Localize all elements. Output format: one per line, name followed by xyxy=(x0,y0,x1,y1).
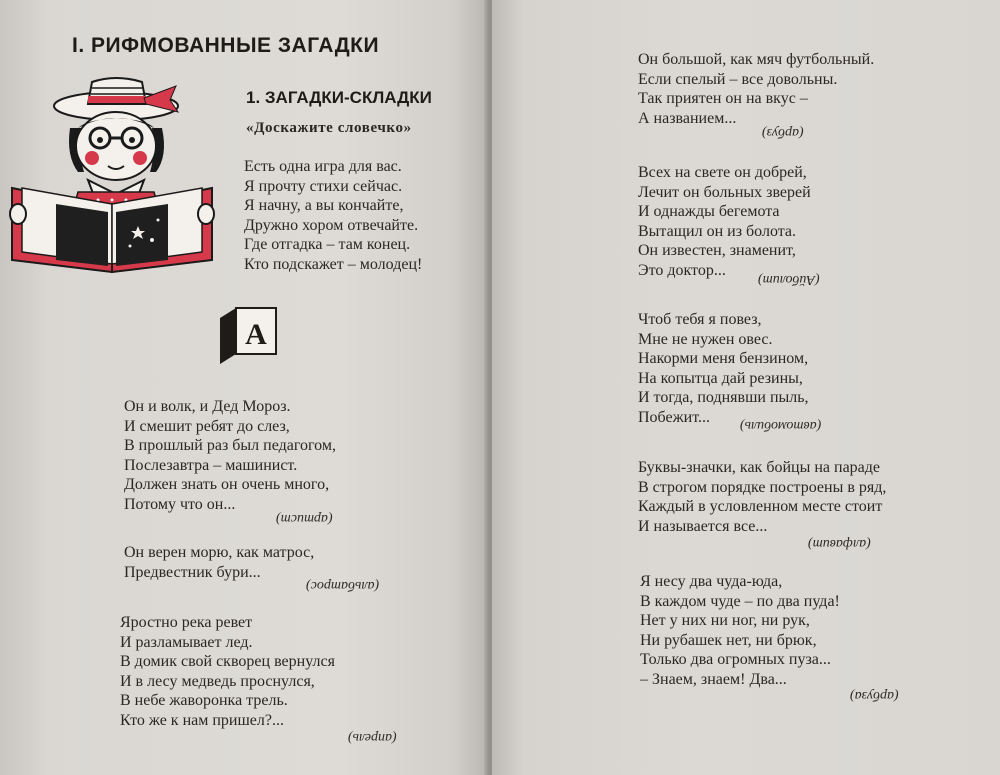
riddle-answer: (автомобиль) xyxy=(740,418,822,433)
riddle xyxy=(638,310,809,428)
riddle xyxy=(638,163,811,281)
riddle-answer: (арбуз) xyxy=(762,125,804,140)
riddle-line: Он большой, как мяч футбольный. xyxy=(638,51,875,68)
riddle-line: И называется все... xyxy=(638,517,768,535)
riddle-line: Кто же к нам пришел?... xyxy=(120,711,284,729)
riddle-line: Лечит он больных зверей xyxy=(638,183,811,201)
riddle-line: В каждом чуде – по два пуда! xyxy=(640,592,840,610)
riddle-line: – Знаем, знаем! Два... xyxy=(640,670,787,688)
riddle-answer: (апрель) xyxy=(348,730,397,745)
riddle-line: Потому что он... xyxy=(124,495,236,513)
riddle-line: Так приятен он на вкус – xyxy=(638,90,808,108)
riddle-line: Если спелый – все довольны. xyxy=(638,70,838,88)
intro-line: Дружно хором отвечайте. xyxy=(244,216,419,234)
riddle-line: В небе жаворонка трель. xyxy=(120,692,288,710)
riddle xyxy=(638,50,874,128)
chapter-title: I. РИФМОВАННЫЕ ЗАГАДКИ xyxy=(72,34,380,57)
letter-block-letter: А xyxy=(245,318,267,351)
riddle-answer: (Айболит) xyxy=(758,272,820,287)
riddle-line: И разламывает лед. xyxy=(120,633,253,651)
riddle-line: Буквы-значки, как бойцы на параде xyxy=(638,459,881,476)
left-page xyxy=(0,0,488,775)
riddle-line: И в лесу медведь проснулся, xyxy=(120,672,315,690)
letter-block-icon xyxy=(216,304,280,368)
riddle-answer: (арбуза) xyxy=(850,688,899,703)
riddle-line: Только два огромных пуза... xyxy=(640,651,831,669)
intro-line: Я начну, а вы кончайте, xyxy=(244,197,404,215)
intro-line: Есть одна игра для вас. xyxy=(244,158,402,175)
riddle-line: Всех на свете он добрей, xyxy=(638,164,807,181)
riddle xyxy=(124,397,336,515)
riddle xyxy=(124,543,314,582)
riddle-line: В строгом порядке построены в ряд, xyxy=(638,478,887,496)
riddle-line: Предвестник бури... xyxy=(124,563,261,581)
riddle-line: Он известен, знаменит, xyxy=(638,242,796,260)
riddle-line: Побежит... xyxy=(638,408,710,426)
riddle-line: Нет у них ни ног, ни рук, xyxy=(640,612,810,630)
right-page xyxy=(492,0,1000,775)
section-subtitle: «Доскажите словечко» xyxy=(246,120,412,136)
riddle-line: Яростно река ревет xyxy=(120,614,253,631)
riddle-line: Он верен морю, как матрос, xyxy=(124,544,315,561)
riddle-line: Ни рубашек нет, ни брюк, xyxy=(640,631,817,649)
riddle-line: И смешит ребят до слез, xyxy=(124,417,290,435)
intro-line: Где отгадка – там конец. xyxy=(244,236,411,254)
riddle xyxy=(640,572,840,690)
section-title: 1. ЗАГАДКИ-СКЛАДКИ xyxy=(246,88,432,107)
girl-reading-book-illustration xyxy=(8,76,216,274)
riddle-line: Накорми меня бензином, xyxy=(638,350,809,368)
riddle-line: А названием... xyxy=(638,109,737,127)
riddle-line: Каждый в условленном месте стоит xyxy=(638,498,883,516)
riddle-line: Послезавтра – машинист. xyxy=(124,456,298,474)
riddle-line: Вытащил он из болота. xyxy=(638,222,797,240)
riddle-line: Я несу два чуда-юда, xyxy=(640,573,783,590)
riddle-line: В домик свой скворец вернулся xyxy=(120,653,335,671)
riddle-line: Это доктор... xyxy=(638,261,726,279)
intro-poem xyxy=(244,157,422,275)
riddle xyxy=(120,613,335,731)
riddle-line: И тогда, поднявши пыль, xyxy=(638,389,809,407)
intro-line: Я прочту стихи сейчас. xyxy=(244,177,403,195)
riddle-line: В прошлый раз был педагогом, xyxy=(124,437,336,455)
riddle-line: Он и волк, и Дед Мороз. xyxy=(124,398,291,415)
riddle-line: Мне не нужен овес. xyxy=(638,330,773,348)
riddle-answer: (артист) xyxy=(276,511,333,526)
riddle-line: И однажды бегемота xyxy=(638,203,780,221)
riddle-answer: (альбатрос) xyxy=(306,578,380,593)
riddle-line: На копытца дай резины, xyxy=(638,369,803,387)
riddle xyxy=(638,458,886,536)
riddle-line: Чтоб тебя я повез, xyxy=(638,311,762,328)
riddle-answer: (алфавит) xyxy=(808,536,871,551)
intro-line: Кто подскажет – молодец! xyxy=(244,255,423,273)
riddle-line: Должен знать он очень много, xyxy=(124,476,330,494)
